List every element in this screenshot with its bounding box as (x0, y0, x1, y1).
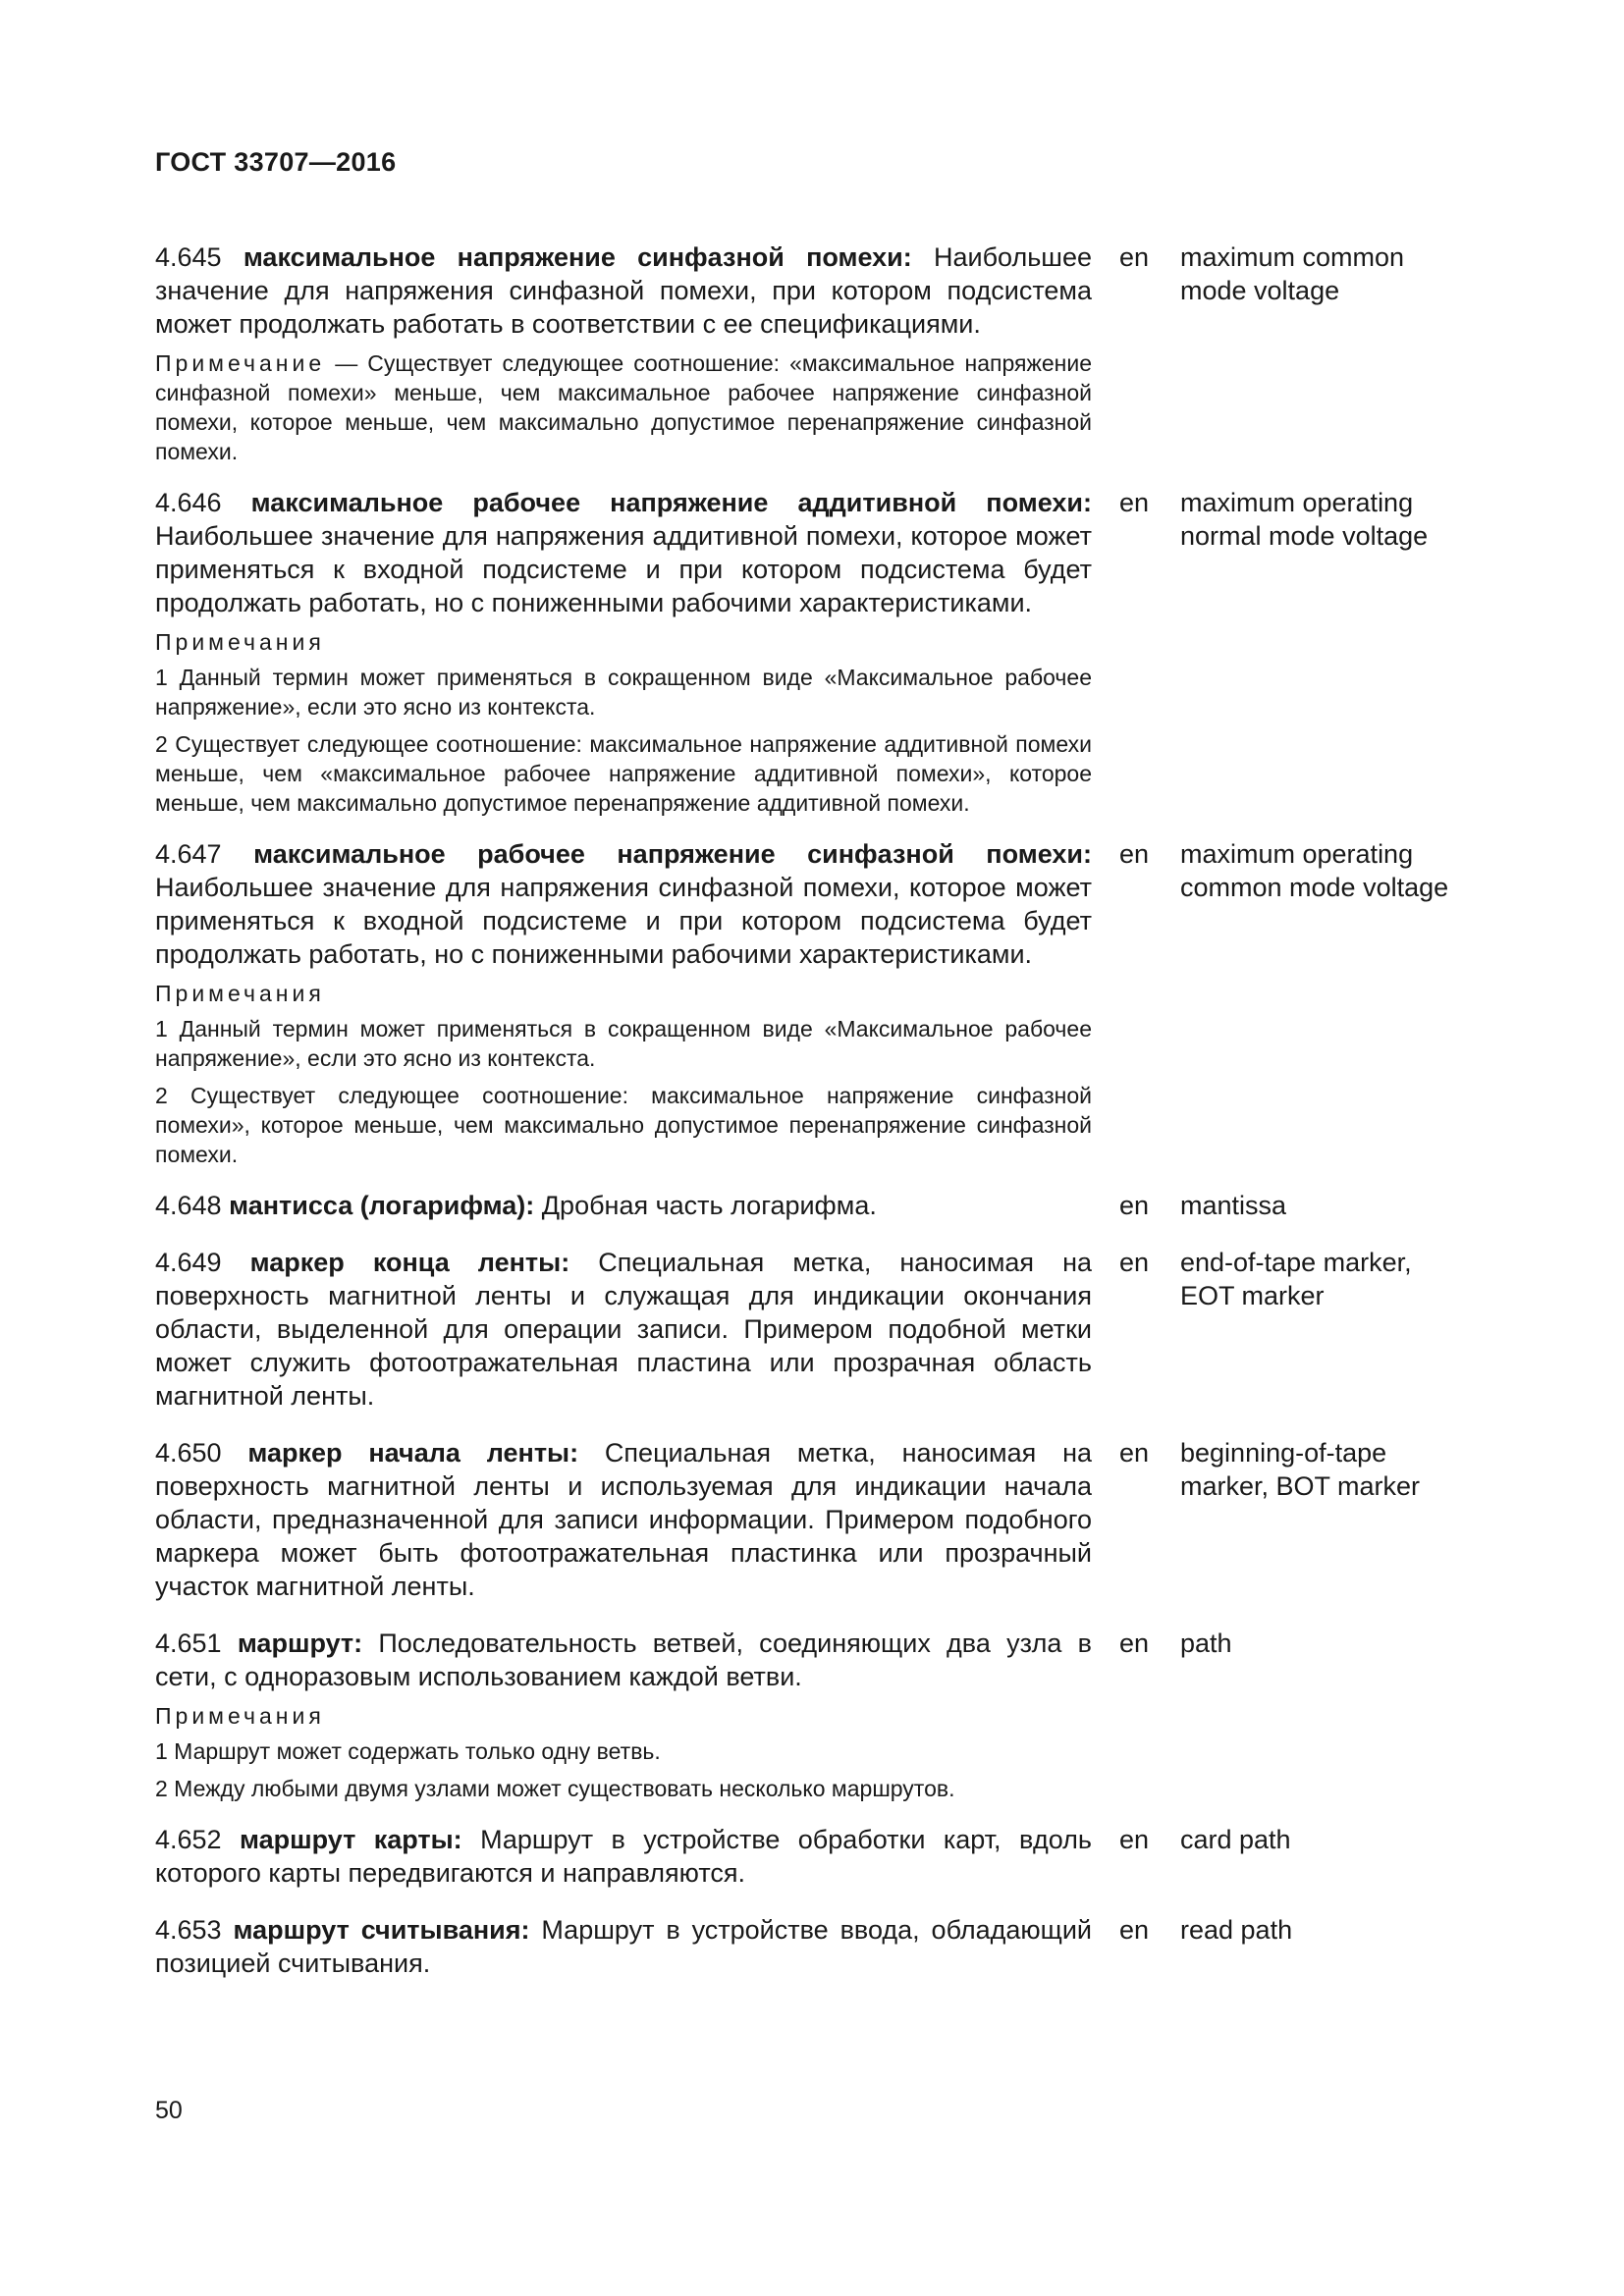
english-equivalent: mantissa (1180, 1191, 1287, 1220)
term-notes (155, 627, 1092, 818)
notes-heading: Примечания (155, 1703, 325, 1729)
language-code: en (1119, 242, 1150, 272)
note-item: 2 Существует следующее соотношение: максимальное напряжение синфазной помехи», которое меньше, чем максимально допустимое перенапряжение синфазной помехи. (155, 1083, 1092, 1167)
term-entry (155, 1913, 1471, 1980)
note-label: Примечание (155, 350, 326, 376)
term-text: Наибольшее значение для напряжения аддитивной помехи, которое может применяться к входной подсистеме и при котором подсистема будет продолжать работать, но с пониженными рабочими характеристиками. (155, 521, 1092, 617)
term-number: 4.650 (155, 1438, 222, 1468)
term-text: Дробная часть логарифма. (534, 1191, 877, 1220)
language-code: en (1119, 1191, 1150, 1220)
term-entry (155, 486, 1471, 619)
term-number: 4.647 (155, 839, 222, 869)
term-definition (155, 1823, 1092, 1890)
term-number: 4.648 (155, 1191, 222, 1220)
term-notes (155, 1701, 1092, 1803)
language-code: en (1119, 1438, 1150, 1468)
note-item: 2 Существует следующее соотношение: максимальное напряжение аддитивной помехи меньше, чем «максимальное рабочее напряжение аддитивной помехи», которое меньше, чем максимально допустимое перенапряжение аддитивной помехи. (155, 731, 1092, 816)
language-code: en (1119, 839, 1150, 869)
note-item: 1 Маршрут может содержать только одну ветвь. (155, 1738, 661, 1764)
term-text: Наибольшее значение для напряжения синфазной помехи, при котором подсистема может продолжать работать в соответствии с ее спецификациями. (155, 242, 1092, 339)
note-item (155, 348, 1092, 466)
note-item: 2 Между любыми двумя узлами может существовать несколько маршрутов. (155, 1776, 955, 1801)
english-equivalent: maximum common mode voltage (1180, 242, 1405, 305)
term-name: маршрут карты: (239, 1825, 462, 1854)
term-name: максимальное напряжение синфазной помехи: (243, 242, 912, 272)
term-text: Специальная метка, наносимая на поверхность магнитной ленты и служащая для индикации окончания области, выделенной для операции записи. Примером подобной метки может служить фотоотражательная пластина или прозрачная область магнитной ленты. (155, 1248, 1092, 1411)
note-item: 1 Данный термин может применяться в сокращенном виде «Максимальное рабочее напряжение», если это ясно из контекста. (155, 665, 1092, 720)
term-definition (155, 837, 1092, 971)
term-text: Наибольшее значение для напряжения синфазной помехи, которое может применяться к входной подсистеме и при котором подсистема будет продолжать работать, но с пониженными рабочими характеристиками. (155, 873, 1092, 969)
term-notes (155, 348, 1092, 466)
term-entry (155, 1436, 1471, 1603)
language-code: en (1119, 488, 1150, 517)
term-name: маршрут: (237, 1629, 363, 1658)
language-code: en (1119, 1915, 1150, 1945)
term-name: мантисса (логарифма): (229, 1191, 535, 1220)
term-definition (155, 240, 1092, 341)
english-equivalent: card path (1180, 1825, 1291, 1854)
term-definition (155, 1627, 1092, 1693)
term-number: 4.646 (155, 488, 222, 517)
term-entry (155, 240, 1471, 341)
english-equivalent: read path (1180, 1915, 1293, 1945)
page-number: 50 (155, 2097, 183, 2124)
term-definition (155, 1913, 1092, 1980)
english-equivalent: beginning-of-tape marker, BOT marker (1180, 1438, 1421, 1501)
english-equivalent: path (1180, 1629, 1232, 1658)
term-name: максимальное рабочее напряжение аддитивной помехи: (250, 488, 1092, 517)
term-name: маркер конца ленты: (249, 1248, 570, 1277)
term-number: 4.651 (155, 1629, 222, 1658)
language-code: en (1119, 1629, 1150, 1658)
language-code: en (1119, 1248, 1150, 1277)
term-definition (155, 486, 1092, 619)
term-number: 4.653 (155, 1915, 222, 1945)
term-definition (155, 1189, 1092, 1222)
english-equivalent: maximum operating normal mode voltage (1180, 488, 1429, 551)
term-entry (155, 1823, 1471, 1890)
term-definition (155, 1246, 1092, 1413)
language-code: en (1119, 1825, 1150, 1854)
term-name: маршрут считывания: (233, 1915, 530, 1945)
document-header: ГОСТ 33707—2016 (155, 147, 397, 177)
english-equivalent: end-of-tape marker, EOT marker (1180, 1248, 1412, 1310)
note-text: — Существует следующее соотношение: «максимальное напряжение синфазной помехи» меньше, чем максимальное рабочее напряжение синфазной помехи, которое меньше, чем максимально допустимое перенапряжение синфазной помехи. (155, 350, 1092, 464)
note-item: 1 Данный термин может применяться в сокращенном виде «Максимальное рабочее напряжение», если это ясно из контекста. (155, 1016, 1092, 1071)
term-text: Маршрут в устройстве ввода, обладающий позицией считывания. (155, 1915, 1092, 1978)
term-text: Специальная метка, наносимая на поверхность магнитной ленты и используемая для индикации начала области, предназначенной для записи информации. Примером подобного маркера может быть фотоотражательная пластинка или прозрачный участок магнитной ленты. (155, 1438, 1092, 1601)
term-entry (155, 1189, 1471, 1222)
term-number: 4.652 (155, 1825, 222, 1854)
term-entry (155, 1246, 1471, 1413)
term-entry (155, 1627, 1471, 1693)
terms-list (155, 240, 1471, 2003)
term-number: 4.645 (155, 242, 222, 272)
notes-heading: Примечания (155, 629, 325, 655)
notes-heading: Примечания (155, 981, 325, 1006)
english-equivalent: maximum operating common mode voltage (1180, 839, 1449, 902)
term-name: максимальное рабочее напряжение синфазной помехи: (253, 839, 1092, 869)
term-definition (155, 1436, 1092, 1603)
term-notes (155, 979, 1092, 1169)
term-text: Маршрут в устройстве обработки карт, вдоль которого карты передвигаются и направляются. (155, 1825, 1092, 1888)
term-entry (155, 837, 1471, 971)
term-number: 4.649 (155, 1248, 222, 1277)
term-text: Последовательность ветвей, соединяющих два узла в сети, с одноразовым использованием каждой ветви. (155, 1629, 1092, 1691)
term-name: маркер начала ленты: (247, 1438, 579, 1468)
